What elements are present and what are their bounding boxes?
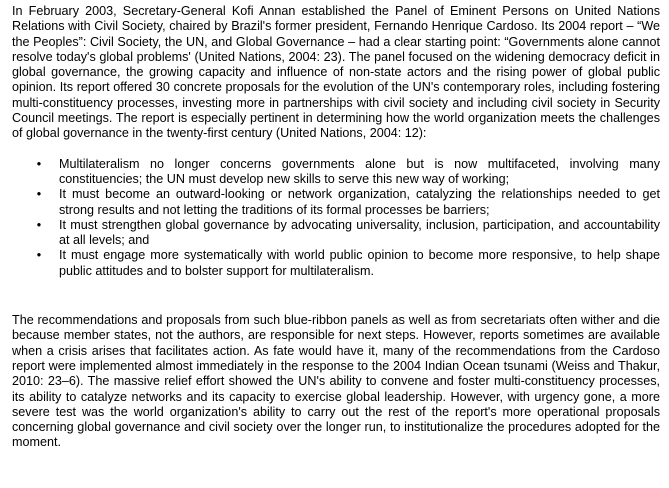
recommendations-list	[12, 157, 660, 279]
closing-paragraph: The recommendations and proposals from such blue-ribbon panels as well as from secretariats often wither and die because member states, not the authors, are responsible for next steps. However, reports sometimes are available when a crisis arises that facilitates action. As fate would have it, many of the recommendations from the Cardoso report were implemented almost immediately in the response to the 2004 Indian Ocean tsunami (Weiss and Thakur, 2010: 23–6). The massive relief effort showed the UN's ability to convene and foster multi-constituency processes, its ability to catalyze networks and its capacity to exercise global leadership. However, with urgency gone, a more severe test was the world organization's ability to carry out the rest of the report's more operational proposals concerning global governance and civil society over the longer run, to institutionalize the procedures adopted for the moment.	[12, 313, 660, 450]
list-item	[12, 248, 660, 279]
document-page	[12, 4, 660, 451]
bullet-icon: •	[36, 217, 42, 232]
list-item	[12, 157, 660, 188]
intro-paragraph: In February 2003, Secretary-General Kofi Annan established the Panel of Eminent Persons on United Nations Relations with Civil Society, chaired by Brazil's former president, Fernando Henrique Cardoso. Its 2004 report – “We the Peoples”: Civil Society, the UN, and Global Governance – had a clear starting point: “Governments alone cannot resolve today's global problems' (United Nations, 2004: 23). The panel focused on the widening democracy deficit in global governance, the growing capacity and influence of non-state actors and the rising power of global public opinion. Its report offered 30 concrete proposals for the evolution of the UN's contemporary roles, including fostering multi-constituency processes, investing more in partnerships with civil society and including civil society in Security Council meetings. The report is especially pertinent in determining how the world organization meets the challenges of global governance in the twenty-first century (United Nations, 2004: 12):	[12, 4, 660, 141]
list-item-text: Multilateralism no longer concerns governments alone but is now multifaceted, involving many constituencies; the UN must develop new skills to serve this new way of working;	[59, 156, 660, 186]
bullet-icon: •	[36, 248, 42, 263]
list-item-text: It must become an outward-looking or network organization, catalyzing the relationships needed to get strong results and not letting the traditions of its formal processes be barriers;	[59, 187, 660, 217]
list-item-text: It must engage more systematically with world public opinion to become more responsive, to help shape public attitudes and to bolster support for multilateralism.	[59, 248, 660, 278]
list-item	[12, 218, 660, 249]
list-item-text: It must strengthen global governance by advocating universality, inclusion, participation, and accountability at all levels; and	[59, 217, 660, 248]
bullet-icon: •	[36, 187, 42, 202]
list-item	[12, 187, 660, 218]
bullet-icon: •	[36, 156, 42, 171]
